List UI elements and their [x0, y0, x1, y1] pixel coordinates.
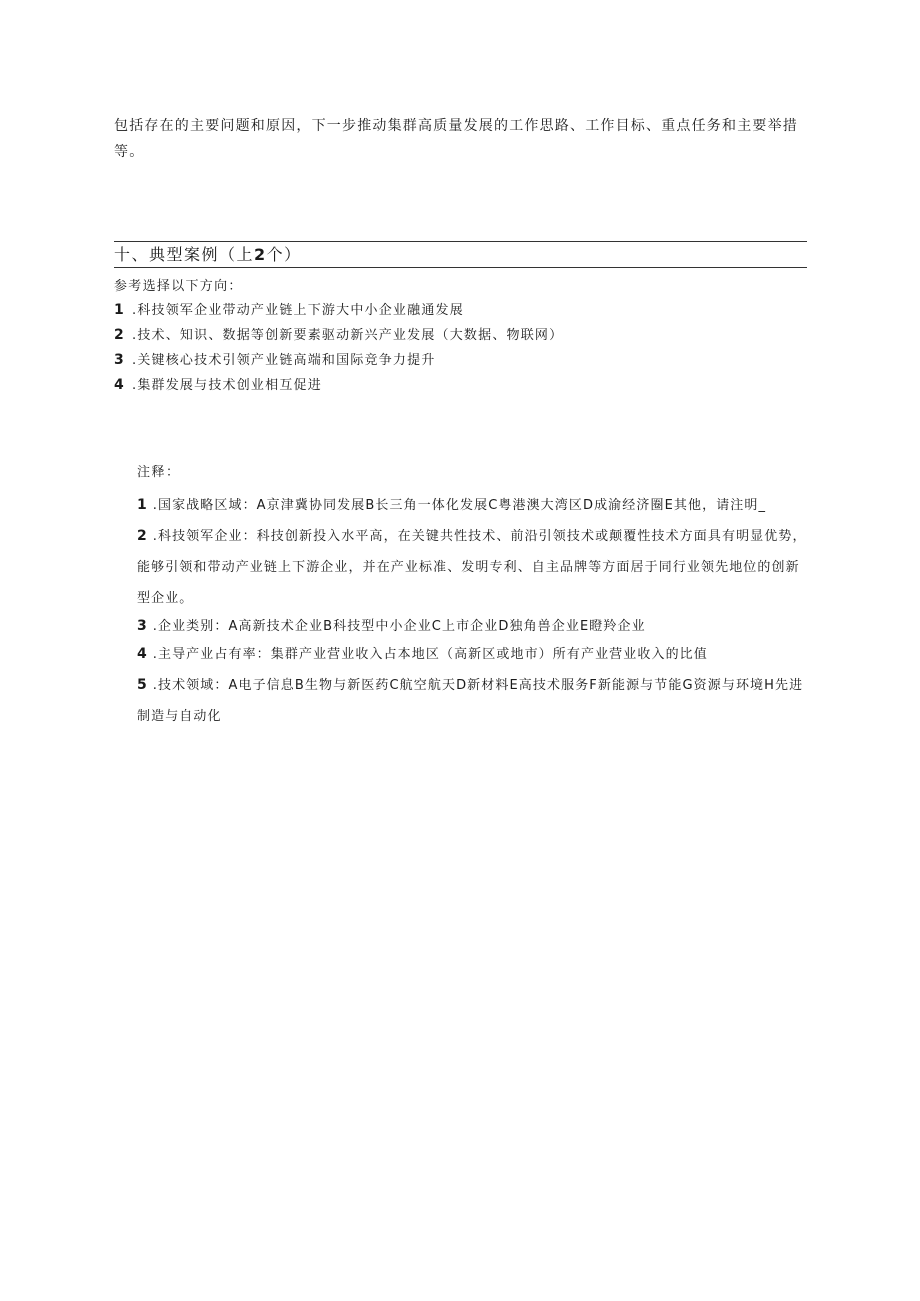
- note-text: .国家战略区域：A京津冀协同发展B长三角一体化发展C粤港澳大湾区D成渝经济圈E其他，请注明_: [152, 498, 767, 513]
- note-text: .企业类别：A高新技术企业B科技型中小企业C上市企业D独角兽企业E瞪羚企业: [152, 619, 646, 634]
- note-number: 1: [137, 497, 147, 513]
- direction-text: .关键核心技术引领产业链高端和国际竞争力提升: [132, 353, 436, 368]
- note-text: .技术领域：A电子信息B生物与新医药C航空航天D新材料E高技术服务F新能源与节能G资源与环境H先进制造与自动化: [137, 678, 804, 724]
- note-number: 2: [137, 528, 147, 544]
- direction-number: 4: [114, 377, 124, 393]
- note-text: .科技领军企业：科技创新投入水平高，在关键共性技术、前沿引领技术或颠覆性技术方面具有明显优势，能够引领和带动产业链上下游企业，并在产业标准、发明专利、自主品牌等方面居于同行业领先地位的创新型企业。: [137, 529, 807, 606]
- note-item: [137, 614, 807, 639]
- note-number: 4: [137, 646, 147, 662]
- direction-text: .科技领军企业带动产业链上下游大中小企业融通发展: [132, 303, 464, 318]
- direction-list: [114, 298, 804, 398]
- section-title-number: 2: [254, 245, 267, 264]
- note-number: 5: [137, 677, 147, 693]
- note-text: .主导产业占有率：集群产业营业收入占本地区（高新区或地市）所有产业营业收入的比值: [152, 647, 708, 662]
- note-item: [137, 490, 807, 521]
- direction-text: .集群发展与技术创业相互促进: [132, 378, 322, 393]
- notes-label: 注释：: [137, 465, 181, 480]
- notes-list: [137, 490, 807, 732]
- direction-item: [114, 348, 804, 373]
- direction-text: .技术、知识、数据等创新要素驱动新兴产业发展（大数据、物联网）: [132, 328, 564, 343]
- note-item: [137, 670, 807, 732]
- direction-item: [114, 298, 804, 323]
- note-item: [137, 642, 807, 667]
- intro-paragraph: 包括存在的主要问题和原因，下一步推动集群高质量发展的工作思路、工作目标、重点任务和主要举措等。: [114, 118, 798, 160]
- direction-item: [114, 323, 804, 348]
- section-title: [114, 241, 807, 268]
- reference-label: 参考选择以下方向：: [114, 279, 243, 294]
- section-title-suffix: 个）: [266, 245, 302, 264]
- note-number: 3: [137, 618, 147, 634]
- direction-number: 2: [114, 327, 124, 343]
- section-title-prefix: 十、典型案例（上: [114, 245, 255, 264]
- direction-number: 1: [114, 302, 124, 318]
- direction-number: 3: [114, 352, 124, 368]
- note-item: [137, 521, 807, 614]
- direction-item: [114, 373, 804, 398]
